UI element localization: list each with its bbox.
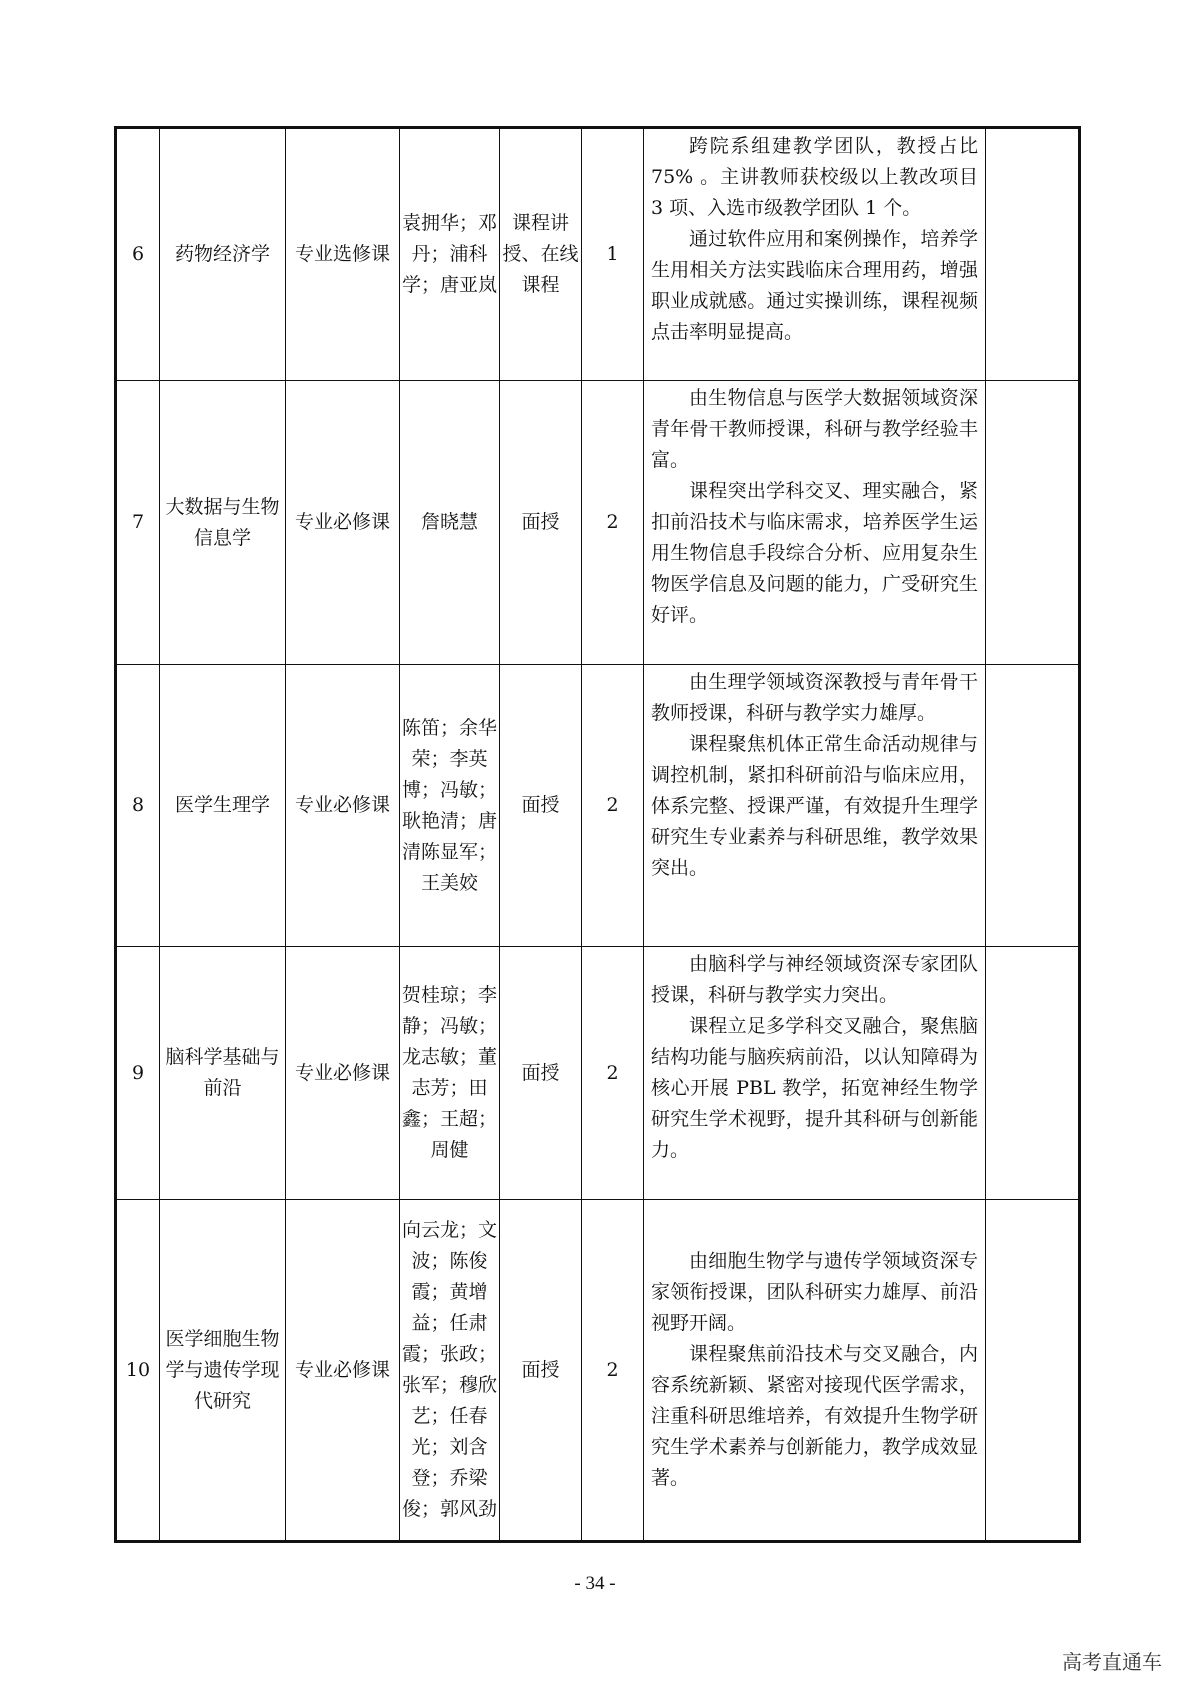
course-description <box>644 665 986 947</box>
course-name: 医学生理学 <box>160 665 286 947</box>
description-paragraph: 课程聚焦机体正常生命活动规律与调控机制，紧扣科研前沿与临床应用，体系完整、授课严谨，有效提升生理学研究生专业素养与科研思维，教学效果突出。 <box>651 733 978 879</box>
teaching-mode: 面授 <box>500 381 582 665</box>
remarks <box>986 947 1080 1200</box>
description-paragraph: 由脑科学与神经领域资深专家团队授课，科研与教学实力突出。 <box>651 953 978 1006</box>
description-paragraph: 课程立足多学科交叉融合，聚焦脑结构功能与脑疾病前沿，以认知障碍为核心开展 PBL 教学，拓宽神经生物学研究生学术视野，提升其科研与创新能力。 <box>651 1015 978 1161</box>
teachers: 陈笛；余华荣；李英博；冯敏；耿艳清；唐清陈显军；王美姣 <box>400 665 500 947</box>
description-paragraph: 由生理学领域资深教授与青年骨干教师授课，科研与教学实力雄厚。 <box>651 671 978 724</box>
description-paragraph: 由生物信息与医学大数据领域资深青年骨干教师授课，科研与教学经验丰富。 <box>651 387 978 471</box>
remarks <box>986 665 1080 947</box>
row-number: 8 <box>116 665 160 947</box>
course-description <box>644 381 986 665</box>
description-paragraph: 课程突出学科交叉、理实融合，紧扣前沿技术与临床需求，培养医学生运用生物信息手段综合分析、应用复杂生物医学信息及问题的能力，广受研究生好评。 <box>651 480 978 626</box>
credits: 2 <box>582 381 644 665</box>
teachers: 袁拥华；邓丹；浦科学；唐亚岚 <box>400 128 500 381</box>
course-type: 专业必修课 <box>286 1200 400 1542</box>
description-paragraph: 由细胞生物学与遗传学领域资深专家领衔授课，团队科研实力雄厚、前沿视野开阔。 <box>651 1250 978 1334</box>
teaching-mode: 课程讲授、在线课程 <box>500 128 582 381</box>
teaching-mode: 面授 <box>500 665 582 947</box>
credits: 2 <box>582 1200 644 1542</box>
table-row <box>116 947 1080 1200</box>
teachers: 贺桂琼；李静；冯敏；龙志敏；董志芳；田鑫；王超；周健 <box>400 947 500 1200</box>
course-name: 脑科学基础与前沿 <box>160 947 286 1200</box>
row-number: 7 <box>116 381 160 665</box>
watermark: 高考直通车 <box>1062 1650 1162 1674</box>
course-name: 大数据与生物信息学 <box>160 381 286 665</box>
remarks <box>986 128 1080 381</box>
teachers: 詹晓慧 <box>400 381 500 665</box>
teaching-mode: 面授 <box>500 1200 582 1542</box>
table-row <box>116 1200 1080 1542</box>
remarks <box>986 381 1080 665</box>
credits: 1 <box>582 128 644 381</box>
table-row <box>116 128 1080 381</box>
table-row <box>116 665 1080 947</box>
table-row <box>116 381 1080 665</box>
course-type: 专业选修课 <box>286 128 400 381</box>
course-description <box>644 947 986 1200</box>
row-number: 9 <box>116 947 160 1200</box>
course-type: 专业必修课 <box>286 381 400 665</box>
description-paragraph: 通过软件应用和案例操作，培养学生用相关方法实践临床合理用药，增强职业成就感。通过实操训练，课程视频点击率明显提高。 <box>651 228 978 343</box>
course-table <box>114 126 1081 1543</box>
credits: 2 <box>582 947 644 1200</box>
description-paragraph: 课程聚焦前沿技术与交叉融合，内容系统新颖、紧密对接现代医学需求，注重科研思维培养，有效提升生物学研究生学术素养与创新能力，教学成效显著。 <box>651 1343 978 1489</box>
teachers: 向云龙；文波；陈俊霞；黄增益；任肃霞；张政；张军；穆欣艺；任春光；刘含登；乔梁俊；郭风劲 <box>400 1200 500 1542</box>
credits: 2 <box>582 665 644 947</box>
remarks <box>986 1200 1080 1542</box>
teaching-mode: 面授 <box>500 947 582 1200</box>
course-name: 药物经济学 <box>160 128 286 381</box>
row-number: 6 <box>116 128 160 381</box>
description-paragraph: 跨院系组建教学团队，教授占比 75% 。主讲教师获校级以上教改项目 3 项、入选市级教学团队 1 个。 <box>651 135 978 219</box>
course-name: 医学细胞生物学与遗传学现代研究 <box>160 1200 286 1542</box>
course-description <box>644 128 986 381</box>
course-type: 专业必修课 <box>286 665 400 947</box>
course-description <box>644 1200 986 1542</box>
row-number: 10 <box>116 1200 160 1542</box>
page-number: - 34 - <box>574 1573 616 1594</box>
course-type: 专业必修课 <box>286 947 400 1200</box>
